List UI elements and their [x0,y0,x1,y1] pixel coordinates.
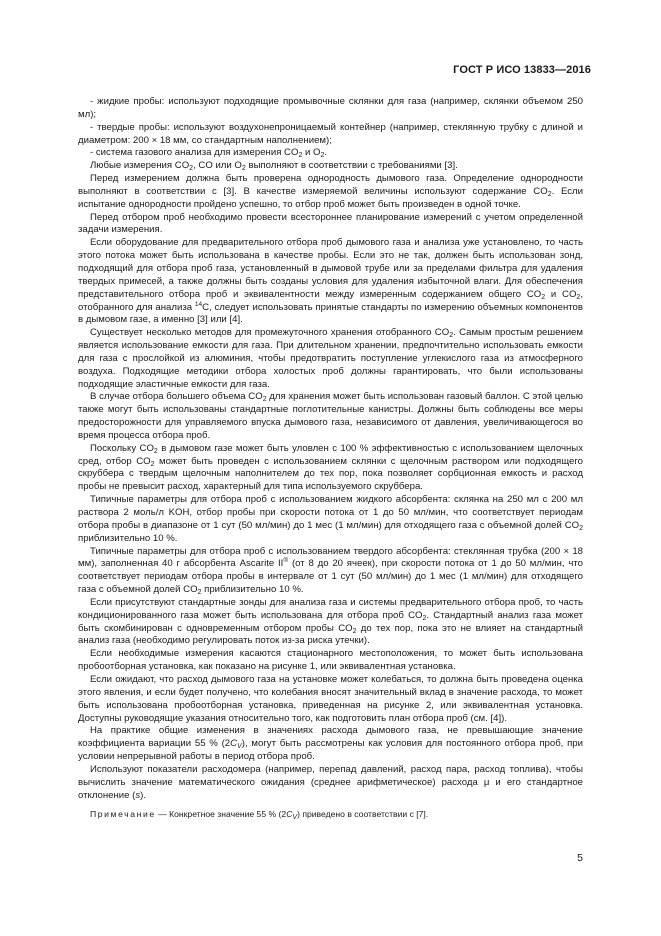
body-paragraph: Существует несколько методов для промежуточного хранения отобранного $CO_2$. Самым простым решением является использование емкости для газа. При длительном хранении, предпочтительно использовать емкости для газа с прослойкой из алюминия, чтобы предотвратить поступление углекислого газа из атмосферного воздуха. Подходящие методики отбора холостых проб должны гарантировать, что были использованы подходящие эластичные емкости для газа. [78,327,583,390]
list-item: - жидкие пробы: используют подходящие промывочные склянки для газа (например, склянки объемом 250 мл); [78,96,583,120]
body-paragraph: Типичные параметры для отбора проб с использованием твердого абсорбента: стеклянная трубка (200 × 18 мм), заполненная 40 г абсорбента Ascarite II® (от 8 до 20 ячеек), при скорости потока от 1 до 50 мл/мин, что соответствует периодам отбора пробы в интервале от 1 сут (50 мл/мин) до 1 мес (1 мл/мин) для отходящего газа с объемной долей $CO_2$ приблизительно 10 %. [78,545,583,597]
note-paragraph: Примечание — Конкретное значение 55 % $(2C_V)$ приведено в соответствии с [7]. [90,809,429,822]
body-paragraph: Если оборудование для предварительного отбора проб дымового газа и анализа уже установлено, то часть этого потока может быть использована в качестве пробы. Если это не так, должен быть использован зонд, подходящий для отбора проб газа, установленный в дымовой трубе или за пределами фильтра для удаления твердых примесей, а также должны быть созданы условия для удаления избыточной влаги. Для обеспечения представительного отбора проб и эквивалентности между измеренным содержанием общего $CO_2$ и $CO_2$, отобранного для анализа $^{14}$C, следует использовать принятые стандарты по измерению объемных компонентов в дымовом газе, а именно [3] или [4]. [78,237,583,326]
body-paragraph: Типичные параметры для отбора проб с использованием жидкого абсорбента: склянка на 250 мл с 200 мл раствора 2 моль/л KOH, отбор пробы при скорости потока от 1 до 50 мл/мин, что соответствует периодам отбора пробы в диапазоне от 1 сут (50 мл/мин) до 1 мес (1 мл/мин) для отходящего газа с объемной долей $CO_2$ приблизительно 10 %. [78,494,583,544]
body-paragraph: Перед измерением должна быть проверена однородность дымового газа. Определение однородности выполняют в соответствии с [3]. В качестве измеряемой величины используют содержание $CO_2$. Если испытание однородности пройдено успешно, то отбор проб может быть произведен в одной точке. [78,173,583,210]
document-code: ГОСТ Р ИСО 13833—2016 [453,64,591,76]
list-item: - твердые пробы: используют воздухонепроницаемый контейнер (например, стеклянную трубку с длиной и диаметром: 200 × 18 мм, со стандартным наполнением); [78,121,583,146]
body-paragraph: Если присутствуют стандартные зонды для анализа газа и системы предварительного отбора проб, то часть кондиционированного газа может быть использована для отбора проб $CO_2$. Стандартный анализ газа может быть скомбинирован с одновременным отбором пробы $CO_2$ до тех пор, пока это не влияет на стандартный анализ газа (необходимо регулировать поток из-за риска утечки). [78,596,583,647]
page-number: 5 [577,852,583,864]
body-paragraph: Поскольку $CO_2$ в дымовом газе может быть уловлен с 100 % эффективностью с использованием щелочных сред, отбор $CO_2$ может быть проведен с использованием склянки с щелочным раствором или подходящего скруббера с твердым щелочным наполнителем до тех пор, пока позволяет сорбционная емкость и расход пробы не превысит расход, характерный для типа используемого скруббера. [78,442,583,493]
body-paragraph: Если ожидают, что расход дымового газа на установке может колебаться, то должна быть проведена оценка этого явления, и если будет получено, что колебания вносят значительный вклад в значение расхода, то может быть использована пробоотборная установка, приведенная на рисунке 2, или эквивалентная установка. Доступны руководящие указания относительно того, как подготовить план отбора проб (см. [4]). [78,673,583,724]
body-paragraph: На практике общие изменения в значениях расхода дымового газа, не превышающие значение коэффициента вариации 55 % $(2C_V)$, могут быть рассмотрены как условия для постоянного отбора проб, при условии непрерывной работы в период отбора проб. [78,725,583,763]
list-item: - система газового анализа для измерения $CO_2$ и $O_2$. [90,147,328,160]
body-paragraph: Если необходимые измерения касаются стационарного местоположения, то может быть использована пробоотборная установка, как показано на рисунке 1, или эквивалентная установка. [78,648,583,673]
body-paragraph: Используют показатели расходомера (например, перепад давлений, расход пара, расход топлива), чтобы вычислить значение математического ожидания (среднее арифметическое) расхода μ и его стандартное отклонение (s). [78,763,583,801]
document-body [78,96,583,821]
body-paragraph: Любые измерения $CO_2$, CO или $O_2$ выполняют в соответствии с требованиями [3]. [90,160,458,173]
body-paragraph: В случае отбора большего объема $CO_2$ для хранения может быть использован газовый баллон. С этой целью также могут быть использованы стандартные поглотительные канистры. Должны быть соблюдены все меры предосторожности для управляемого впуска дымового газа, независимого от давления, увеличивающегося во время процесса отбора проб. [78,391,583,441]
body-paragraph: Перед отбором проб необходимо провести всестороннее планирование измерений с учетом определенной задачи измерения. [78,211,583,236]
